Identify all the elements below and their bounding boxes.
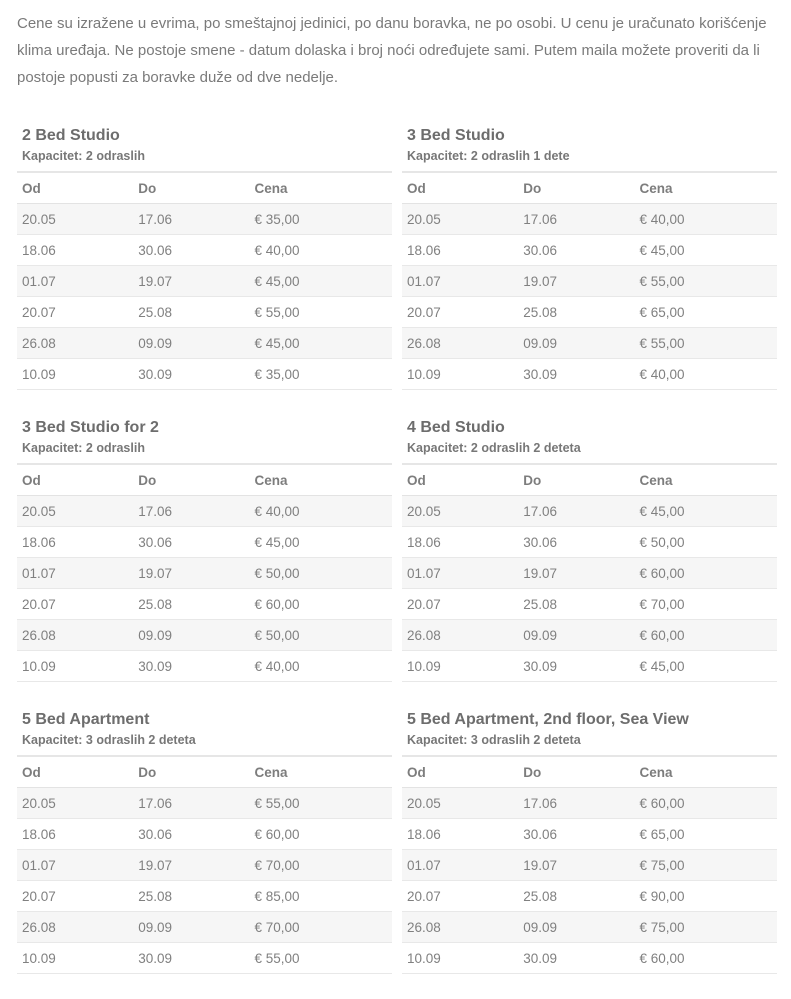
cell-from: 01.07 xyxy=(17,558,133,589)
table-row xyxy=(17,788,392,819)
table-row xyxy=(402,881,777,912)
col-header-from: Od xyxy=(402,172,518,204)
cell-to: 17.06 xyxy=(133,788,249,819)
cell-from: 20.05 xyxy=(17,204,133,235)
table-row xyxy=(17,620,392,651)
table-row xyxy=(402,912,777,943)
unit-card-4-bed-studio xyxy=(402,415,777,707)
unit-title: 2 Bed Studio xyxy=(22,127,120,144)
unit-title: 5 Bed Apartment, 2nd floor, Sea View xyxy=(407,711,689,728)
cell-from: 26.08 xyxy=(402,328,518,359)
table-row xyxy=(17,912,392,943)
cell-price: € 70,00 xyxy=(250,850,393,881)
cell-to: 19.07 xyxy=(518,558,634,589)
cell-price: € 50,00 xyxy=(250,558,393,589)
cell-from: 20.05 xyxy=(17,496,133,527)
table-row xyxy=(17,589,392,620)
cell-to: 30.09 xyxy=(133,943,249,974)
cell-price: € 55,00 xyxy=(250,297,393,328)
table-header xyxy=(17,756,392,788)
cell-to: 19.07 xyxy=(133,558,249,589)
cell-to: 30.06 xyxy=(518,527,634,558)
col-header-price: Cena xyxy=(635,756,778,788)
cell-from: 10.09 xyxy=(17,651,133,682)
cell-from: 20.07 xyxy=(402,881,518,912)
cell-price: € 70,00 xyxy=(250,912,393,943)
cell-to: 09.09 xyxy=(133,328,249,359)
cell-from: 20.07 xyxy=(402,297,518,328)
cell-from: 01.07 xyxy=(402,558,518,589)
table-row xyxy=(17,850,392,881)
table-row xyxy=(17,204,392,235)
table-row xyxy=(402,328,777,359)
table-row xyxy=(17,297,392,328)
table-row xyxy=(402,527,777,558)
table-row xyxy=(17,943,392,974)
cell-price: € 50,00 xyxy=(250,620,393,651)
unit-title: 4 Bed Studio xyxy=(407,419,505,436)
unit-title: 3 Bed Studio for 2 xyxy=(22,419,159,436)
cell-to: 25.08 xyxy=(133,297,249,328)
table-header xyxy=(17,172,392,204)
cell-from: 01.07 xyxy=(17,850,133,881)
col-header-to: Do xyxy=(518,756,634,788)
cell-to: 30.06 xyxy=(518,819,634,850)
cell-from: 18.06 xyxy=(17,235,133,266)
col-header-to: Do xyxy=(133,172,249,204)
cell-to: 25.08 xyxy=(518,297,634,328)
cell-price: € 75,00 xyxy=(635,850,778,881)
cell-from: 18.06 xyxy=(17,819,133,850)
unit-capacity: Kapacitet: 3 odraslih 2 deteta xyxy=(407,733,581,747)
cell-to: 09.09 xyxy=(518,620,634,651)
cell-price: € 45,00 xyxy=(635,496,778,527)
cell-from: 10.09 xyxy=(17,943,133,974)
unit-capacity: Kapacitet: 2 odraslih 2 deteta xyxy=(407,441,581,455)
cell-to: 19.07 xyxy=(518,850,634,881)
price-table xyxy=(17,463,392,682)
cell-from: 20.05 xyxy=(402,496,518,527)
cell-to: 09.09 xyxy=(133,912,249,943)
intro-text: Cene su izražene u evrima, po smeštajnoj jedinici, po danu boravka, ne po osobi. U cenu je uračunato korišćenje klima uređaja. Ne postoje smene - datum dolaska i broj noći određujete sami. Putem maila možete proveriti da li postoje popusti za boravke duže od dve nedelje. xyxy=(17,15,767,86)
cell-price: € 45,00 xyxy=(250,328,393,359)
table-row xyxy=(17,881,392,912)
cell-from: 20.05 xyxy=(402,204,518,235)
cell-price: € 55,00 xyxy=(635,266,778,297)
cell-to: 25.08 xyxy=(518,881,634,912)
price-table xyxy=(402,463,777,682)
cell-from: 20.07 xyxy=(402,589,518,620)
cell-to: 17.06 xyxy=(518,496,634,527)
table-row xyxy=(402,788,777,819)
table-header xyxy=(402,464,777,496)
table-row xyxy=(402,235,777,266)
cell-to: 09.09 xyxy=(518,328,634,359)
cell-price: € 45,00 xyxy=(635,651,778,682)
cell-to: 30.06 xyxy=(133,819,249,850)
cell-from: 26.08 xyxy=(402,912,518,943)
price-table xyxy=(17,755,392,974)
cell-price: € 75,00 xyxy=(635,912,778,943)
unit-card-3-bed-studio xyxy=(402,123,777,415)
cell-from: 18.06 xyxy=(17,527,133,558)
table-row xyxy=(17,496,392,527)
cell-price: € 40,00 xyxy=(635,359,778,390)
cell-to: 30.06 xyxy=(133,235,249,266)
cell-price: € 35,00 xyxy=(250,204,393,235)
cell-to: 30.09 xyxy=(133,359,249,390)
unit-title: 3 Bed Studio xyxy=(407,127,505,144)
cell-from: 01.07 xyxy=(402,850,518,881)
cell-to: 30.06 xyxy=(133,527,249,558)
table-row xyxy=(402,819,777,850)
cell-price: € 55,00 xyxy=(250,943,393,974)
cell-price: € 40,00 xyxy=(635,204,778,235)
cell-to: 19.07 xyxy=(133,266,249,297)
unit-card-5-bed-apartment-sea-view xyxy=(402,707,777,999)
table-row xyxy=(17,819,392,850)
table-row xyxy=(402,496,777,527)
cell-price: € 45,00 xyxy=(250,266,393,297)
table-row xyxy=(402,558,777,589)
unit-capacity: Kapacitet: 2 odraslih xyxy=(22,441,145,455)
cell-to: 30.09 xyxy=(518,359,634,390)
unit-card-3-bed-studio-for-2 xyxy=(17,415,392,707)
table-row xyxy=(402,620,777,651)
unit-capacity: Kapacitet: 2 odraslih 1 dete xyxy=(407,149,570,163)
table-row xyxy=(402,359,777,390)
table-row xyxy=(402,943,777,974)
cell-price: € 65,00 xyxy=(635,297,778,328)
cell-to: 09.09 xyxy=(133,620,249,651)
col-header-price: Cena xyxy=(250,172,393,204)
cell-price: € 55,00 xyxy=(635,328,778,359)
cell-from: 26.08 xyxy=(17,620,133,651)
table-row xyxy=(402,651,777,682)
price-tables xyxy=(17,123,777,999)
col-header-price: Cena xyxy=(635,172,778,204)
cell-from: 26.08 xyxy=(17,912,133,943)
cell-to: 25.08 xyxy=(133,881,249,912)
cell-from: 18.06 xyxy=(402,527,518,558)
table-row xyxy=(402,850,777,881)
cell-from: 10.09 xyxy=(402,651,518,682)
cell-price: € 60,00 xyxy=(250,589,393,620)
cell-from: 01.07 xyxy=(402,266,518,297)
table-row xyxy=(17,235,392,266)
cell-to: 30.06 xyxy=(518,235,634,266)
col-header-price: Cena xyxy=(250,464,393,496)
col-header-price: Cena xyxy=(250,756,393,788)
table-row xyxy=(17,527,392,558)
cell-to: 17.06 xyxy=(133,204,249,235)
cell-from: 26.08 xyxy=(17,328,133,359)
cell-price: € 90,00 xyxy=(635,881,778,912)
cell-price: € 40,00 xyxy=(250,651,393,682)
table-row xyxy=(17,359,392,390)
cell-to: 17.06 xyxy=(518,204,634,235)
col-header-from: Od xyxy=(17,172,133,204)
cell-from: 10.09 xyxy=(402,943,518,974)
unit-capacity: Kapacitet: 3 odraslih 2 deteta xyxy=(22,733,196,747)
cell-from: 10.09 xyxy=(17,359,133,390)
table-row xyxy=(402,589,777,620)
cell-from: 10.09 xyxy=(402,359,518,390)
cell-to: 25.08 xyxy=(133,589,249,620)
cell-price: € 60,00 xyxy=(635,788,778,819)
cell-price: € 65,00 xyxy=(635,819,778,850)
cell-to: 19.07 xyxy=(133,850,249,881)
cell-price: € 85,00 xyxy=(250,881,393,912)
unit-title: 5 Bed Apartment xyxy=(22,711,150,728)
cell-from: 20.05 xyxy=(402,788,518,819)
table-header xyxy=(17,464,392,496)
cell-price: € 45,00 xyxy=(250,527,393,558)
cell-to: 30.09 xyxy=(518,943,634,974)
table-row xyxy=(17,328,392,359)
cell-to: 19.07 xyxy=(518,266,634,297)
cell-price: € 40,00 xyxy=(250,235,393,266)
table-row xyxy=(17,266,392,297)
table-header xyxy=(402,756,777,788)
table-row xyxy=(402,266,777,297)
cell-from: 18.06 xyxy=(402,819,518,850)
price-table xyxy=(402,755,777,974)
col-header-to: Do xyxy=(518,172,634,204)
col-header-to: Do xyxy=(133,756,249,788)
col-header-to: Do xyxy=(518,464,634,496)
cell-price: € 35,00 xyxy=(250,359,393,390)
cell-to: 30.09 xyxy=(518,651,634,682)
unit-card-5-bed-apartment xyxy=(17,707,392,999)
unit-capacity: Kapacitet: 2 odraslih xyxy=(22,149,145,163)
cell-price: € 40,00 xyxy=(250,496,393,527)
table-row xyxy=(402,204,777,235)
price-table xyxy=(402,171,777,390)
unit-card-2-bed-studio xyxy=(17,123,392,415)
col-header-from: Od xyxy=(402,464,518,496)
cell-price: € 60,00 xyxy=(635,943,778,974)
cell-price: € 60,00 xyxy=(250,819,393,850)
cell-price: € 45,00 xyxy=(635,235,778,266)
table-row xyxy=(402,297,777,328)
cell-to: 17.06 xyxy=(133,496,249,527)
cell-price: € 60,00 xyxy=(635,620,778,651)
cell-from: 20.07 xyxy=(17,297,133,328)
cell-to: 25.08 xyxy=(518,589,634,620)
table-header xyxy=(402,172,777,204)
cell-to: 30.09 xyxy=(133,651,249,682)
cell-price: € 55,00 xyxy=(250,788,393,819)
cell-price: € 60,00 xyxy=(635,558,778,589)
col-header-price: Cena xyxy=(635,464,778,496)
table-row xyxy=(17,558,392,589)
cell-from: 26.08 xyxy=(402,620,518,651)
cell-to: 09.09 xyxy=(518,912,634,943)
cell-to: 17.06 xyxy=(518,788,634,819)
price-table xyxy=(17,171,392,390)
cell-price: € 50,00 xyxy=(635,527,778,558)
cell-from: 01.07 xyxy=(17,266,133,297)
col-header-from: Od xyxy=(402,756,518,788)
table-row xyxy=(17,651,392,682)
cell-from: 20.07 xyxy=(17,881,133,912)
col-header-from: Od xyxy=(17,756,133,788)
cell-price: € 70,00 xyxy=(635,589,778,620)
cell-from: 20.05 xyxy=(17,788,133,819)
cell-from: 20.07 xyxy=(17,589,133,620)
cell-from: 18.06 xyxy=(402,235,518,266)
col-header-from: Od xyxy=(17,464,133,496)
col-header-to: Do xyxy=(133,464,249,496)
